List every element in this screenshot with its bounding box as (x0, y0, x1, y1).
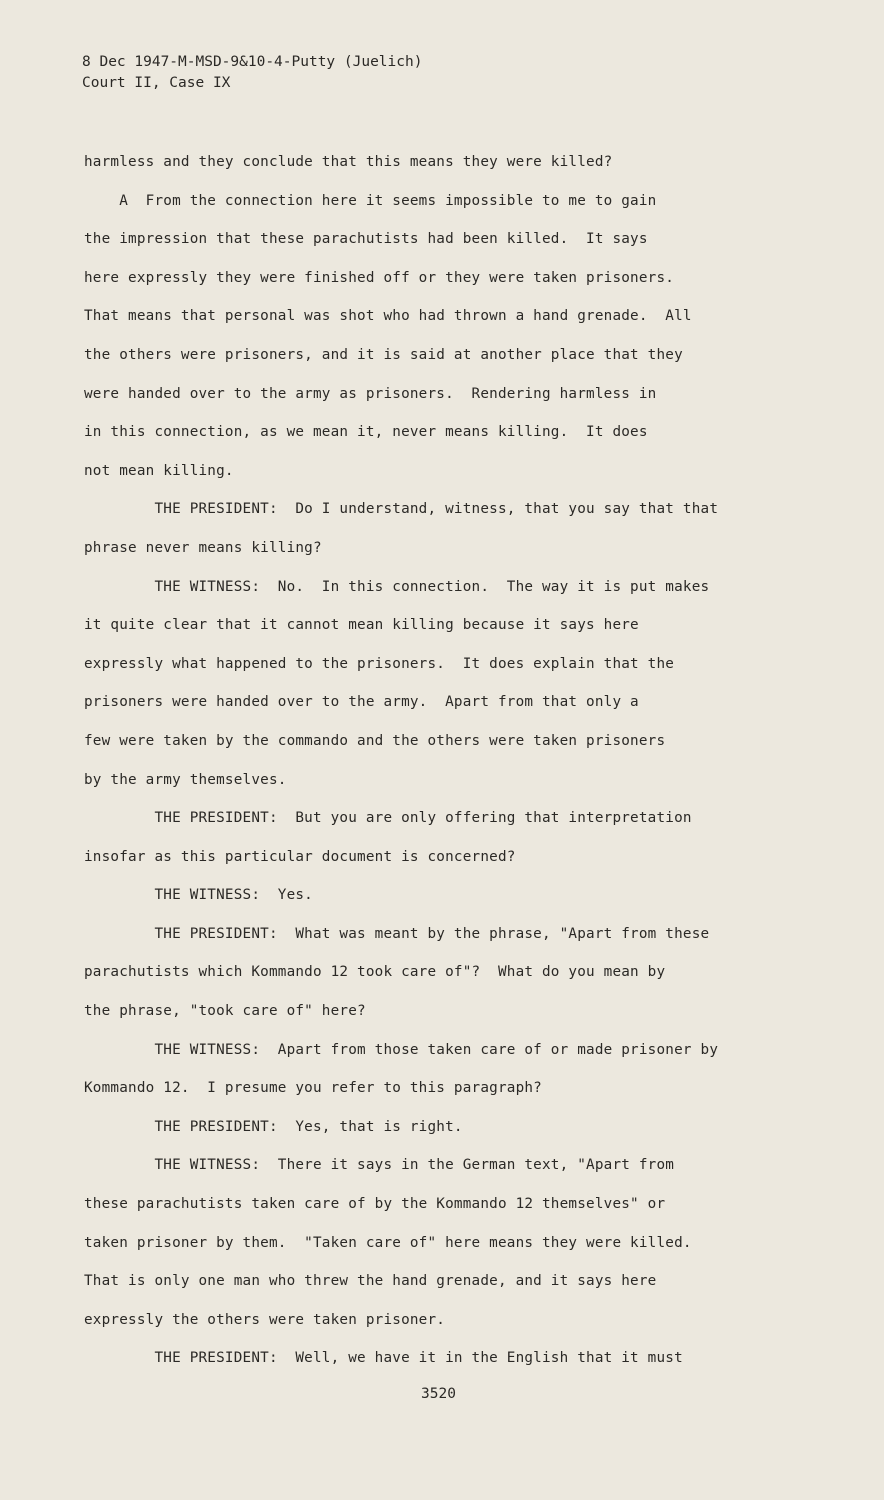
transcript-line: Kommando 12. I presume you refer to this paragraph? (84, 1080, 542, 1097)
transcript-line: not mean killing. (84, 462, 234, 479)
transcript-line: phrase never means killing? (84, 539, 322, 556)
transcript-line: THE PRESIDENT: Yes, that is right. (84, 1118, 463, 1135)
transcript-line: THE WITNESS: Yes. (84, 887, 313, 904)
transcript-line: That is only one man who threw the hand grenade, and it says here (84, 1273, 657, 1290)
header-line-1: 8 Dec 1947-M-MSD-9&10-4-Putty (Juelich) (82, 54, 423, 70)
transcript-line: expressly the others were taken prisoner. (84, 1311, 446, 1328)
transcript-line: in this connection, as we mean it, never means killing. It does (84, 424, 648, 441)
transcript-line: THE PRESIDENT: But you are only offering that interpretation (84, 810, 692, 827)
document-header (82, 52, 422, 94)
transcript-line: A From the connection here it seems impossible to me to gain (84, 192, 657, 209)
transcript-line: the phrase, "took care of" here? (84, 1003, 366, 1020)
transcript-line: the impression that these parachutists had been killed. It says (84, 231, 648, 248)
transcript-line: parachutists which Kommando 12 took care of"? What do you mean by (84, 964, 666, 981)
transcript-line: by the army themselves. (84, 771, 287, 788)
transcript-line: taken prisoner by them. "Taken care of" here means they were killed. (84, 1234, 692, 1251)
transcript-line: the others were prisoners, and it is said at another place that they (84, 346, 683, 363)
transcript-line: expressly what happened to the prisoners. It does explain that the (84, 655, 675, 672)
transcript-line: THE PRESIDENT: What was meant by the phrase, "Apart from these (84, 925, 710, 942)
transcript-line: harmless and they conclude that this means they were killed? (84, 154, 613, 170)
transcript-line: THE WITNESS: No. In this connection. The way it is put makes (84, 578, 710, 595)
transcript-line: That means that personal was shot who had thrown a hand grenade. All (84, 308, 692, 325)
transcript-line: THE WITNESS: Apart from those taken care of or made prisoner by (84, 1041, 719, 1058)
transcript-line: were handed over to the army as prisoners. Rendering harmless in (84, 385, 657, 402)
page-number: 3520 (421, 1386, 456, 1402)
transcript-line: THE PRESIDENT: Do I understand, witness, that you say that that (84, 501, 719, 518)
transcript-body (84, 143, 804, 1378)
transcript-line: prisoners were handed over to the army. Apart from that only a (84, 694, 639, 711)
transcript-line: THE PRESIDENT: Well, we have it in the English that it must (84, 1350, 683, 1367)
transcript-line: insofar as this particular document is concerned? (84, 848, 516, 865)
transcript-line: these parachutists taken care of by the Kommando 12 themselves" or (84, 1196, 666, 1213)
transcript-line: here expressly they were finished off or they were taken prisoners. (84, 269, 675, 286)
transcript-line: it quite clear that it cannot mean killing because it says here (84, 617, 639, 634)
transcript-line: few were taken by the commando and the others were taken prisoners (84, 732, 666, 749)
transcript-line: THE WITNESS: There it says in the German text, "Apart from (84, 1157, 675, 1174)
header-line-2: Court II, Case IX (82, 75, 231, 91)
